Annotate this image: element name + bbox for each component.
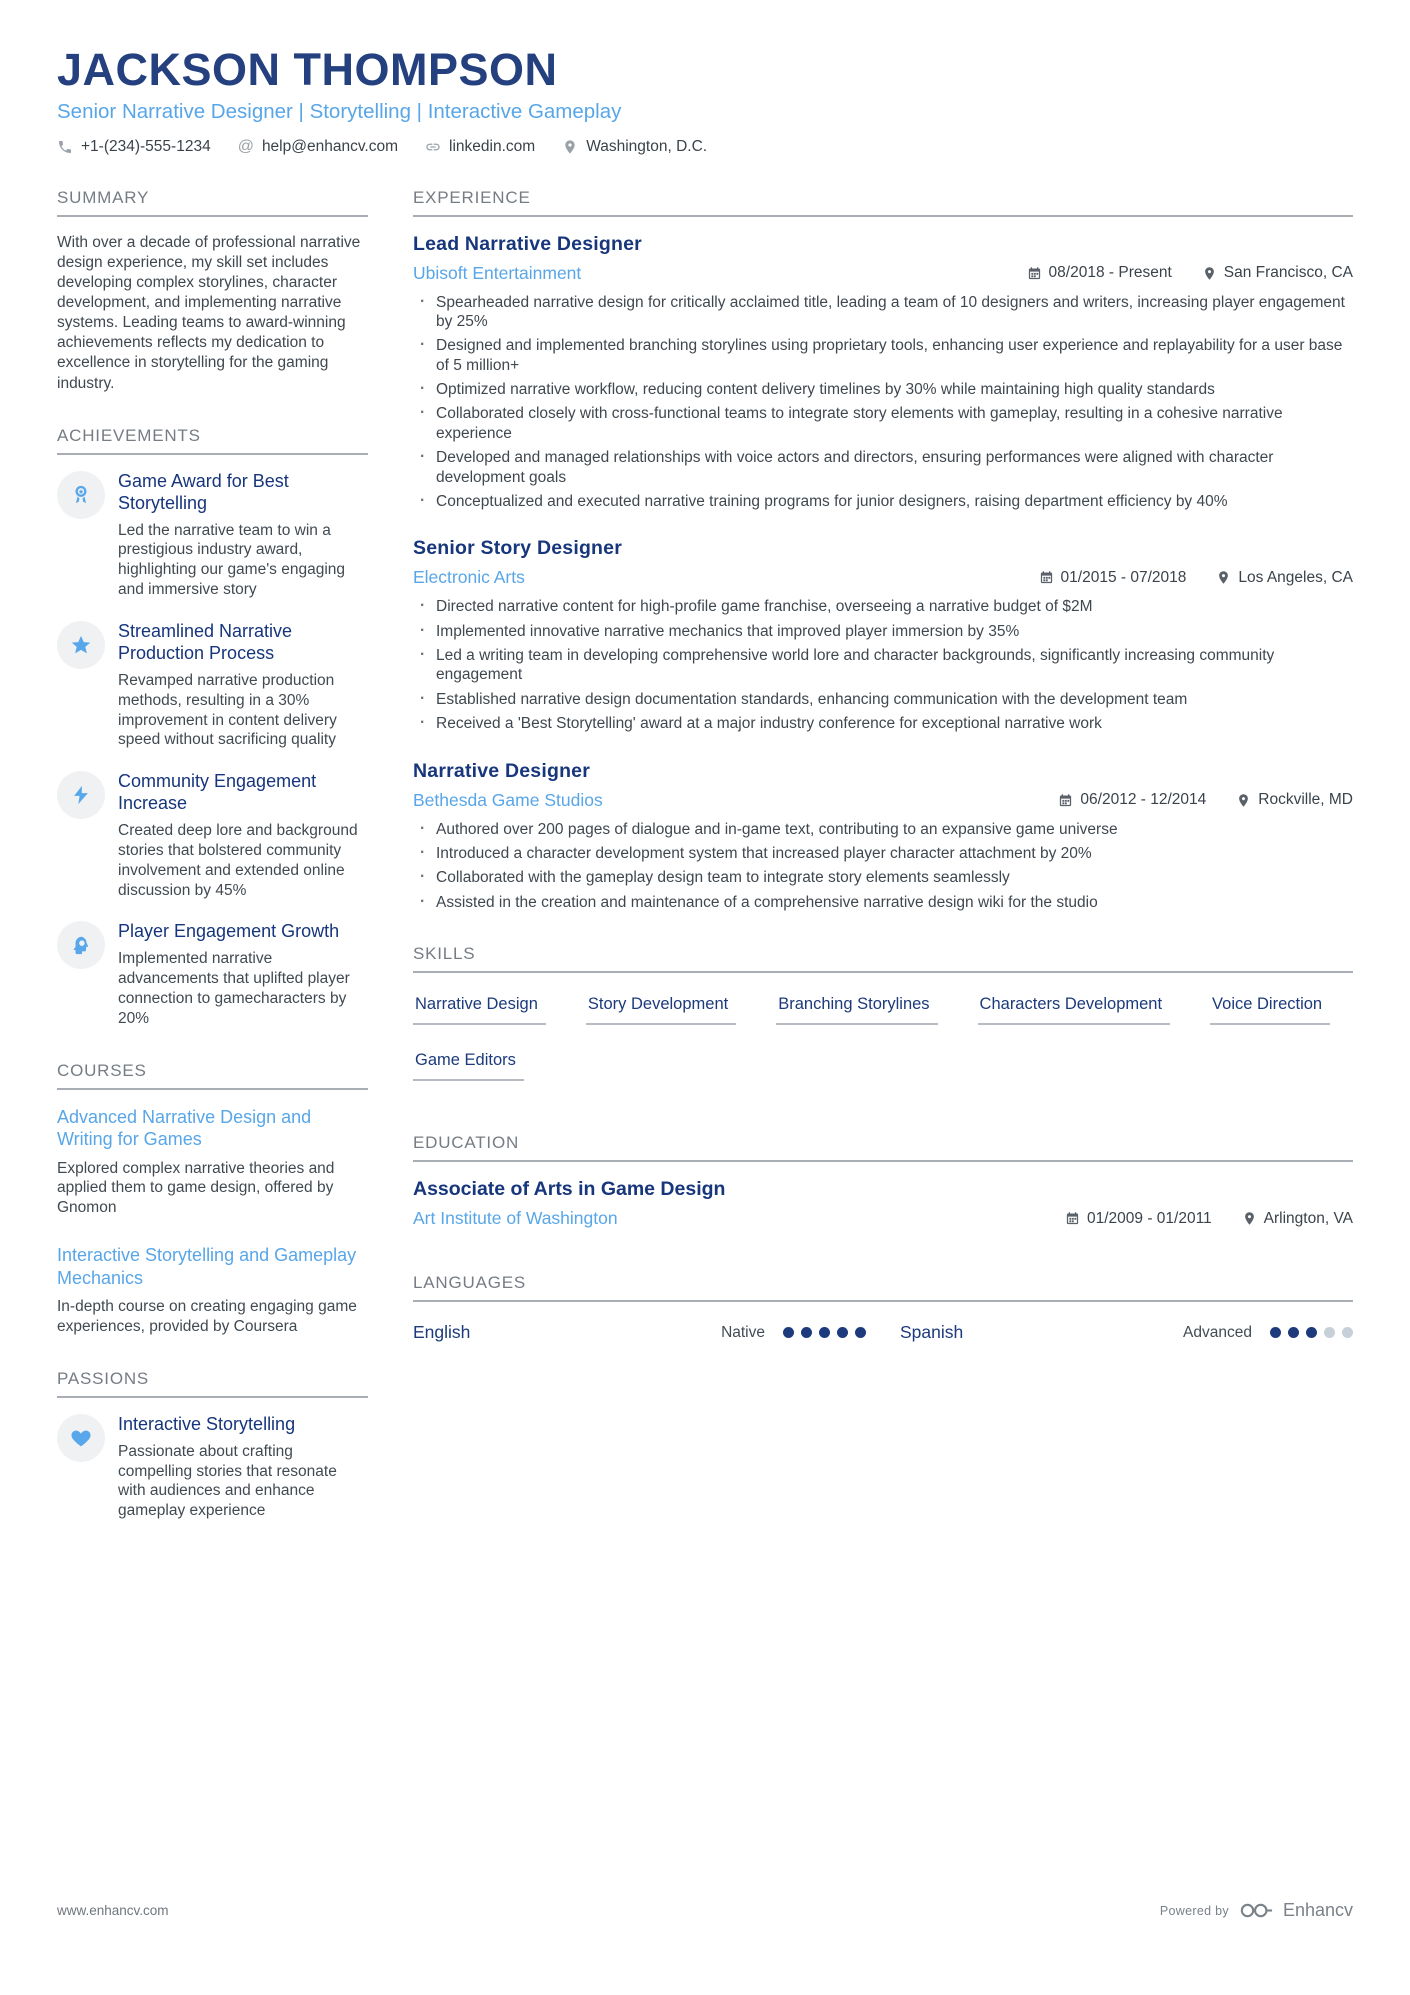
job-bullet: · Directed narrative content for high-profile game franchise, overseeing a narrative budget of $2M <box>413 597 1353 616</box>
job-bullet: · Implemented innovative narrative mechanics that improved player immersion by 35% <box>413 622 1353 641</box>
company-name: Electronic Arts <box>413 567 525 588</box>
person-name: JACKSON THOMPSON <box>57 44 558 95</box>
job-bullet: · Led a writing team in developing comprehensive world lore and character backgrounds, significantly increasing community engagement <box>413 646 1353 685</box>
person-headline: Senior Narrative Designer | Storytelling | Interactive Gameplay <box>57 99 622 123</box>
achievement-item <box>57 771 368 900</box>
achievement-title: Game Award for Best Storytelling <box>118 470 289 513</box>
achievement-title: Player Engagement Growth <box>118 921 340 942</box>
job-bullet: · Introduced a character development system that increased player character attachment by 20% <box>413 844 1353 863</box>
skills-list <box>413 989 1353 1081</box>
skill-item: Characters Development <box>978 995 1171 1025</box>
calendar-icon <box>1039 570 1054 585</box>
summary-text: With over a decade of professional narrative design experience, my skill set includes developing complex storylines, character development, and implementing narrative systems. Leading teams to award-winning achievements reflects my dedication to excellence in storytelling for the gaming industry. <box>57 233 361 392</box>
section-summary <box>57 188 368 394</box>
job-dates-text: 06/2012 - 12/2014 <box>1080 791 1207 809</box>
achievement-title: Community Engagement Increase <box>118 771 317 814</box>
experience-entry <box>413 537 1353 733</box>
level-dot-filled <box>855 1327 866 1338</box>
course-description: In-depth course on creating engaging game experiences, provided by Coursera <box>57 1298 357 1335</box>
achievement-title: Streamlined Narrative Production Process <box>118 620 293 663</box>
section-courses <box>57 1061 368 1337</box>
job-dates-text: 08/2018 - Present <box>1048 264 1172 282</box>
languages-heading: LANGUAGES <box>413 1273 1353 1302</box>
phone-icon <box>57 139 73 155</box>
powered-by-label: Powered by <box>1159 1903 1229 1918</box>
job-location <box>1202 264 1353 282</box>
course-item <box>57 1244 368 1337</box>
job-bullets <box>413 597 1353 733</box>
language-level: Native <box>721 1323 765 1341</box>
link-icon <box>425 139 441 155</box>
company-name: Bethesda Game Studios <box>413 789 603 810</box>
course-title: Interactive Storytelling and Gameplay Mechanics <box>57 1245 357 1288</box>
achievement-description: Implemented narrative advancements that uplifted player connection to gamecharacters by 20% <box>118 950 350 1027</box>
job-bullets <box>413 820 1353 913</box>
languages-list <box>413 1318 1353 1343</box>
summary-heading: SUMMARY <box>57 188 368 217</box>
location-icon <box>562 139 578 155</box>
level-dot-filled <box>837 1327 848 1338</box>
job-bullet: · Spearheaded narrative design for critically acclaimed title, leading a team of 10 designers and writers, increasing player engagement by 25% <box>413 293 1353 332</box>
language-level: Advanced <box>1183 1323 1252 1341</box>
education-dates <box>1065 1210 1212 1228</box>
job-bullet: · Designed and implemented branching storylines using proprietary tools, enhancing user experience and replayability for a user base of 5 million+ <box>413 336 1353 375</box>
location-icon <box>1236 793 1251 808</box>
level-dot-empty <box>1342 1327 1353 1338</box>
job-dates <box>1058 791 1206 809</box>
job-dates <box>1027 264 1172 282</box>
degree-title: Associate of Arts in Game Design <box>413 1178 726 1201</box>
job-bullet: · Received a 'Best Storytelling' award at a major industry conference for exceptional narrative work <box>413 714 1353 733</box>
skill-item: Narrative Design <box>413 995 546 1025</box>
passions-heading: PASSIONS <box>57 1369 368 1398</box>
contact-link[interactable] <box>425 138 535 156</box>
main-columns <box>57 188 1353 1553</box>
job-bullet: · Developed and managed relationships with voice actors and directors, ensuring performances were aligned with character development goals <box>413 448 1353 487</box>
job-bullet: · Collaborated with the gameplay design team to integrate story elements seamlessly <box>413 868 1353 887</box>
powered-by-brand[interactable] <box>1160 1900 1353 1921</box>
contact-phone-text: +1-(234)-555-1234 <box>81 137 211 155</box>
section-education <box>413 1133 1353 1229</box>
section-passions <box>57 1369 368 1521</box>
education-dates-text: 01/2009 - 01/2011 <box>1086 1209 1212 1227</box>
footer-website-link[interactable]: www.enhancv.com <box>57 1903 169 1918</box>
level-dot-filled <box>1306 1327 1317 1338</box>
section-experience <box>413 188 1353 913</box>
achievement-item <box>57 921 368 1028</box>
school-name: Art Institute of Washington <box>413 1208 618 1229</box>
skill-item: Game Editors <box>413 1051 524 1081</box>
location-icon <box>1202 266 1217 281</box>
achievements-heading: ACHIEVEMENTS <box>57 426 368 455</box>
experience-entry <box>413 233 1353 512</box>
achievement-description: Created deep lore and background stories that bolstered community involvement and extended online discussion by 45% <box>118 822 358 899</box>
job-location-text: San Francisco, CA <box>1223 264 1353 282</box>
location-icon <box>1216 570 1231 585</box>
contact-email-text[interactable]: help@enhancv.com <box>261 137 399 155</box>
job-bullets <box>413 293 1353 512</box>
level-dot-filled <box>783 1327 794 1338</box>
job-bullet: · Optimized narrative workflow, reducing content delivery timelines by 30% while maintaining high quality standards <box>413 380 1353 399</box>
contact-link-text[interactable]: linkedin.com <box>449 137 536 155</box>
achievement-description: Led the narrative team to win a prestigious industry award, highlighting our game's engaging and immersive story <box>118 521 346 599</box>
location-icon <box>1242 1211 1257 1226</box>
language-name: English <box>413 1322 471 1343</box>
skill-item: Story Development <box>586 995 736 1025</box>
calendar-icon <box>1058 793 1073 808</box>
level-dot-filled <box>1288 1327 1299 1338</box>
job-bullet: · Collaborated closely with cross-functional teams to integrate story elements with gameplay, resulting in a cohesive narrative experience <box>413 404 1353 443</box>
skill-item: Branching Storylines <box>776 995 937 1025</box>
contact-phone <box>57 138 211 156</box>
star-icon <box>57 621 105 669</box>
enhancv-logo-icon <box>1239 1902 1273 1919</box>
education-location-text: Arlington, VA <box>1263 1209 1353 1227</box>
experience-entry <box>413 760 1353 913</box>
language-item <box>413 1322 866 1343</box>
mind-icon <box>57 921 105 969</box>
left-column <box>57 188 368 1553</box>
achievement-description: Revamped narrative production methods, resulting in a 30% improvement in content delivery speed without sacrificing quality <box>118 671 337 749</box>
skills-heading: SKILLS <box>413 944 1353 973</box>
level-dot-empty <box>1324 1327 1335 1338</box>
company-name: Ubisoft Entertainment <box>413 262 582 283</box>
course-description: Explored complex narrative theories and applied them to game design, offered by Gnomon <box>57 1159 335 1217</box>
education-heading: EDUCATION <box>413 1133 1353 1162</box>
job-bullet: · Established narrative design documentation standards, enhancing communication with the development team <box>413 690 1353 709</box>
contact-location <box>562 138 707 156</box>
achievement-item <box>57 621 368 750</box>
calendar-icon <box>1027 266 1042 281</box>
job-title: Narrative Designer <box>413 759 591 782</box>
language-level-dots <box>1270 1327 1353 1338</box>
job-location-text: Rockville, MD <box>1258 791 1353 809</box>
language-item <box>900 1322 1353 1343</box>
job-location-text: Los Angeles, CA <box>1238 568 1353 586</box>
job-title: Lead Narrative Designer <box>413 232 642 255</box>
heart-icon <box>57 1414 105 1462</box>
job-dates <box>1039 569 1187 587</box>
language-level-dots <box>783 1327 866 1338</box>
level-dot-filled <box>1270 1327 1281 1338</box>
passion-title: Interactive Storytelling <box>118 1413 296 1434</box>
job-location <box>1216 569 1353 587</box>
resume-header <box>57 46 1353 156</box>
at-icon: @ <box>237 137 254 155</box>
passion-description: Passionate about crafting compelling stories that resonate with audiences and enhance gameplay experience <box>118 1442 337 1520</box>
experience-heading: EXPERIENCE <box>413 188 1353 217</box>
enhancv-brand-text: Enhancv <box>1282 1900 1353 1920</box>
bolt-icon <box>57 771 105 819</box>
level-dot-filled <box>801 1327 812 1338</box>
contact-email[interactable] <box>238 138 398 156</box>
job-dates-text: 01/2015 - 07/2018 <box>1060 568 1187 586</box>
calendar-icon <box>1065 1211 1080 1226</box>
section-achievements <box>57 426 368 1029</box>
job-bullet: · Conceptualized and executed narrative training programs for junior designers, raising department efficiency by 40% <box>413 492 1353 511</box>
job-bullet: · Authored over 200 pages of dialogue and in-game text, contributing to an expansive game universe <box>413 820 1353 839</box>
job-bullet: · Assisted in the creation and maintenance of a comprehensive narrative design wiki for the studio <box>413 893 1353 912</box>
contact-location-text: Washington, D.C. <box>586 137 708 155</box>
language-name: Spanish <box>900 1322 964 1343</box>
right-column <box>413 188 1353 1553</box>
section-skills <box>413 944 1353 1081</box>
job-location <box>1236 791 1353 809</box>
education-location <box>1242 1210 1353 1228</box>
section-languages <box>413 1273 1353 1343</box>
contact-row <box>57 138 1353 156</box>
achievement-item <box>57 471 368 600</box>
level-dot-filled <box>819 1327 830 1338</box>
skill-item: Voice Direction <box>1210 995 1330 1025</box>
course-title: Advanced Narrative Design and Writing for Games <box>57 1106 312 1150</box>
courses-heading: COURSES <box>57 1061 368 1090</box>
course-item <box>57 1106 368 1218</box>
passion-item <box>57 1414 368 1521</box>
job-title: Senior Story Designer <box>413 537 623 560</box>
medal-icon <box>57 471 105 519</box>
page-footer <box>57 1900 1353 1921</box>
